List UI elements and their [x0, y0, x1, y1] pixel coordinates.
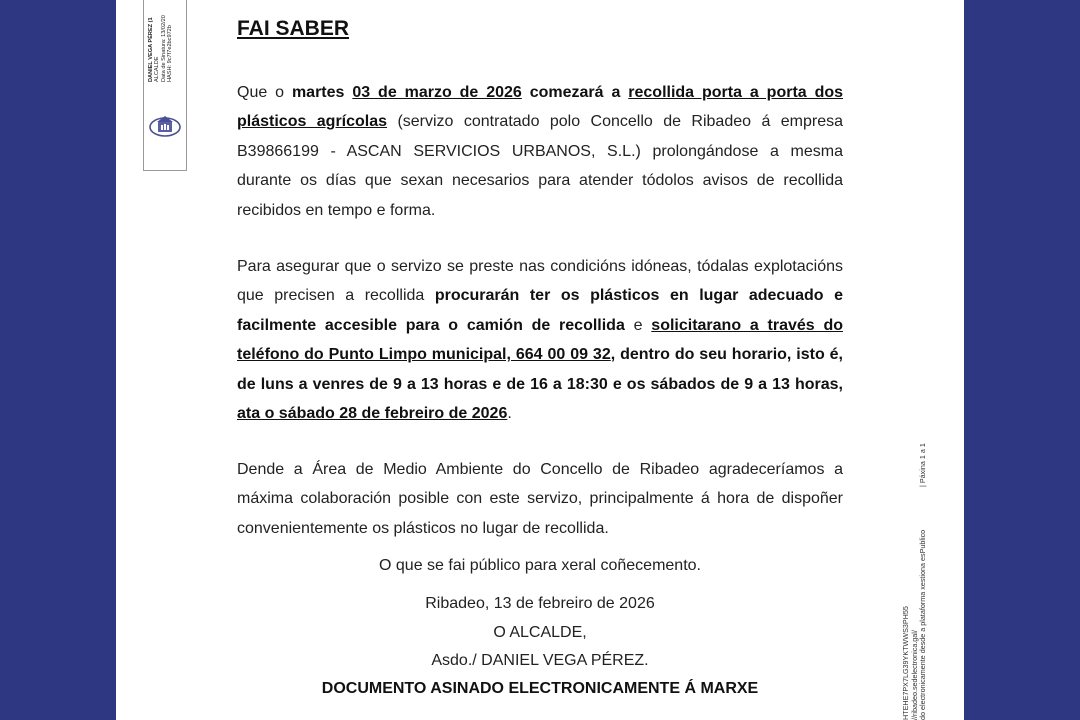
stamp-signer-role: ALCALDE — [154, 56, 161, 82]
verification-code: HTEHE7PX7LG39YKTWWS3PH55 — [901, 606, 910, 720]
bold-run: , dentro do seu horario, isto é, de luns a venres de 9 a 13 horas e de 16 a 18:30 e os sábados de 9 a 13 horas, — [237, 346, 843, 393]
phone-underlined: solicitarano a través do teléfono do Punto Limpo municipal, 664 00 09 32 — [237, 316, 843, 364]
signer-name: Asdo./ DANIEL VEGA PÉREZ. — [431, 652, 649, 669]
stamp-signature-date: Data de Sinatura: 13/02/20 — [160, 15, 167, 82]
public-notice-line: O que se fai público para xeral coñecemento. — [379, 557, 701, 574]
deadline-underlined: ata o sábado 28 de febreiro de 2026 — [237, 405, 508, 423]
stamp-hash: HASH: 9c7f7e2bc972b — [167, 25, 174, 82]
electronic-signature-note: DOCUMENTO ASINADO ELECTRONICAMENTE Á MARXE — [321, 680, 759, 697]
text-run: . — [507, 405, 512, 423]
text-run: Que o — [237, 84, 292, 101]
page-number-margin: | Páxina 1 a 1 — [918, 443, 927, 487]
paragraph-thanks: Dende a Área de Medio Ambiente do Concello de Ribadeo agradeceríamos a máxima colaboración posible con este servizo, principalmente á hora de dispoñer convenientemente os plásticos no lugar de recollida. — [237, 461, 843, 537]
paragraph-announcement — [237, 78, 843, 225]
signature-stamp — [143, 0, 187, 171]
verification-note: do electronicamente desde a plataforma xestiona esPublico — [918, 529, 928, 720]
text-run: e — [624, 316, 652, 334]
page-title: FAI SABER — [237, 17, 350, 40]
stamp-signer-name: DANIEL VEGA PÉREZ (1 — [148, 17, 154, 82]
text-run: Para asegurar que o servizo se preste nas condicións idóneas, tódalas explotacións que precisen a recollida — [237, 258, 843, 305]
service-underlined: recollida porta a porta dos plásticos agrícolas — [237, 84, 844, 131]
bold-run: procurarán ter os plásticos en lugar adecuado e facilmente accesible para o camión de recollida — [237, 287, 843, 334]
verification-url: //ribadeo.sedelectronica.gal/ — [909, 630, 919, 720]
paragraph-instructions — [237, 252, 843, 428]
municipal-seal-icon — [148, 113, 182, 139]
bold-run: comezará a — [521, 84, 629, 101]
date-underlined: 03 de marzo de 2026 — [352, 84, 522, 101]
stamp-text — [148, 15, 174, 82]
place-date-line: Ribadeo, 13 de febreiro de 2026 — [425, 595, 655, 612]
bold-run: martes — [291, 84, 353, 101]
text-run: (servizo contratado polo Concello de Ribadeo á empresa B39866199 - ASCAN SERVICIOS URBANOS, S.L.) prolongándose a mesma durante os días que sexan necesarios para atender tódolos avisos de recollida recibidos en tempo e forma. — [237, 113, 844, 219]
verification-margin-text — [902, 530, 928, 720]
signer-title: O ALCALDE, — [493, 624, 587, 641]
